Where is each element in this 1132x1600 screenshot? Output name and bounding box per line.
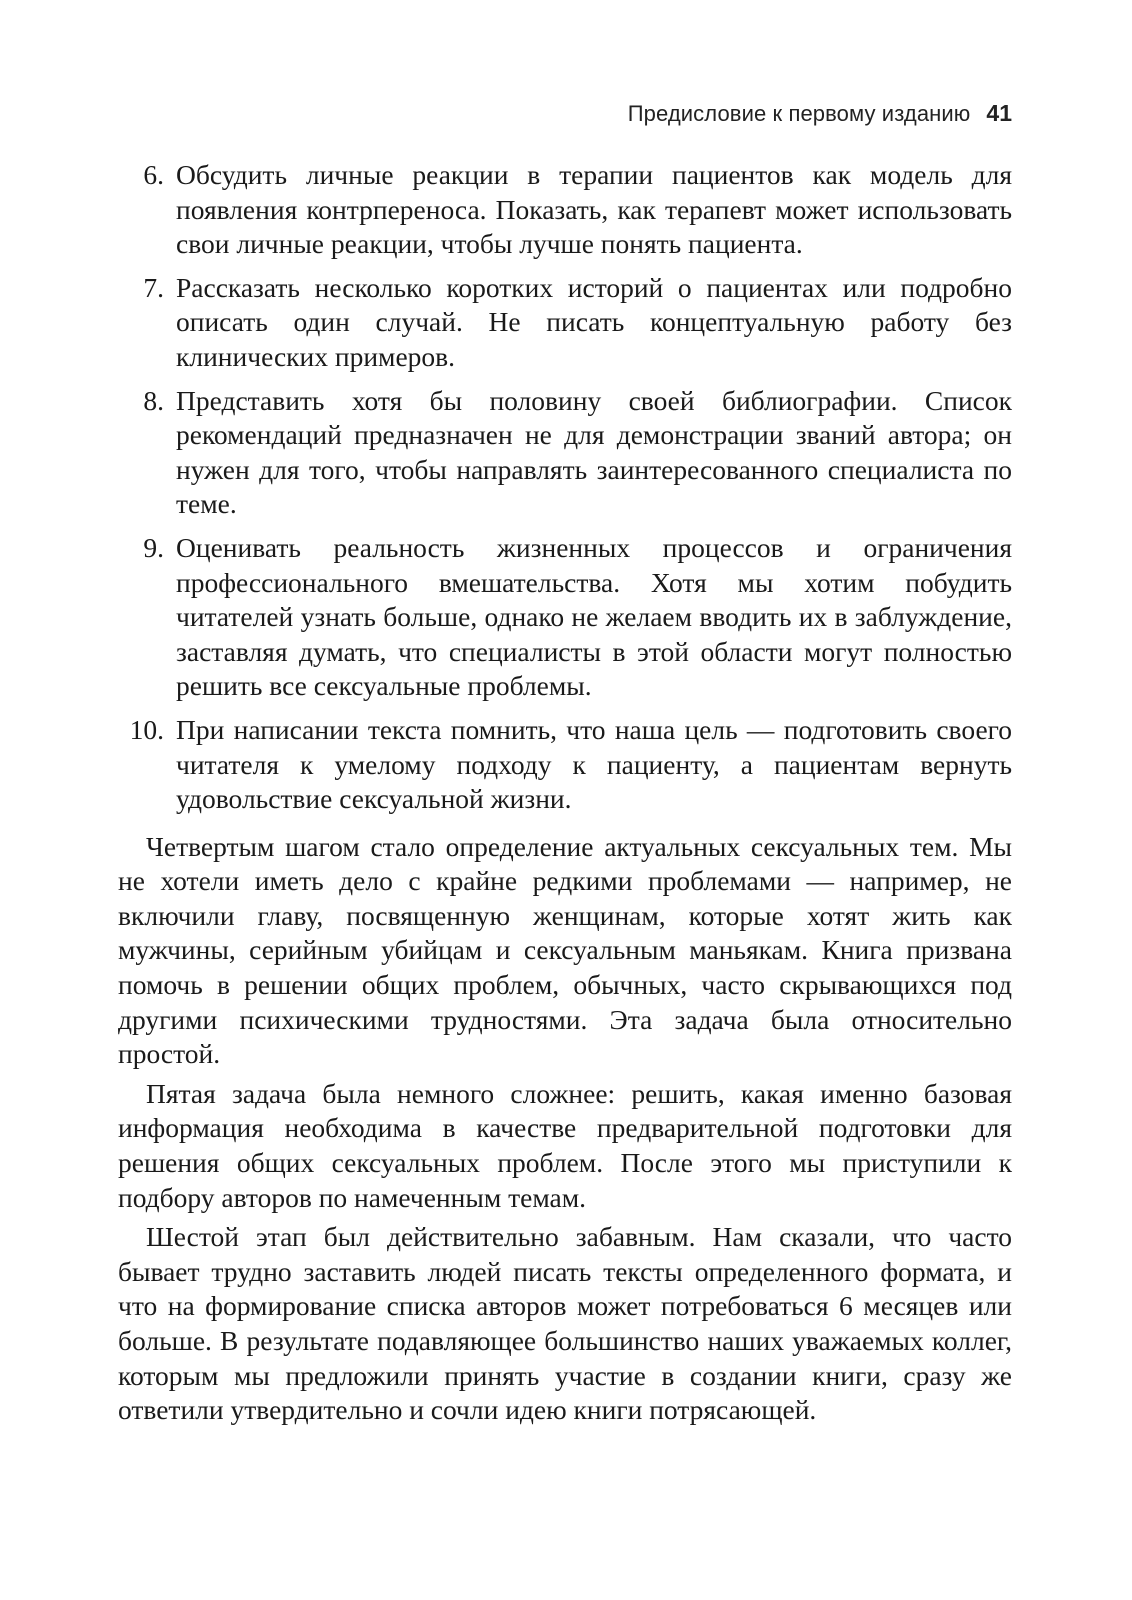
running-head-title: Предисловие к первому изданию	[627, 101, 971, 126]
paragraph: Шестой этап был действительно забавным. Нам сказали, что часто бывает трудно заставить людей писать тексты определенного формата, и что на формирование списка авторов может потребоваться 6 месяцев или больше. В результате подавляющее большинство наших уважаемых коллег, которым мы предложили принять участие в создании книги, сразу же ответили утвердительно и сочли идею книги потрясающей.	[118, 1221, 1012, 1426]
list-item	[118, 531, 1012, 704]
list-item	[118, 271, 1012, 375]
list-item-number: 8.	[143, 384, 164, 416]
list-item-number: 6.	[143, 159, 164, 190]
paragraphs	[118, 830, 1012, 1428]
list-item	[118, 713, 1012, 817]
list-item-number: 10.	[129, 713, 164, 745]
list-item-number: 7.	[143, 271, 164, 303]
list-item-text: Оценивать реальность жизненных процессов и ограничения профессионального вмешательства. Хотя мы хотим побудить читателей узнать больше, однако не желаем вводить их в заблуждение, заставляя думать, что специалисты в этой области могут полностью решить все сексуальные проблемы.	[176, 531, 1012, 702]
list-item-text: Представить хотя бы половину своей библиографии. Список рекомендаций предназначен не для демонстрации званий автора; он нужен для того, чтобы направлять заинтересованного специалиста по теме.	[176, 384, 1012, 520]
list-item-number: 9.	[143, 531, 164, 563]
list-item	[118, 158, 1012, 262]
list-item	[118, 384, 1012, 522]
numbered-list	[118, 158, 1012, 817]
paragraph: Пятая задача была немного сложнее: решить, какая именно базовая информация необходима в качестве предварительной подготовки для решения общих сексуальных проблем. После этого мы приступили к подбору авторов по намеченным темам.	[118, 1077, 1012, 1213]
list-item-text: При написании текста помнить, что наша цель — подготовить своего читателя к умелому подходу к пациенту, а пациентам вернуть удовольствие сексуальной жизни.	[176, 713, 1012, 815]
page-number: 41	[986, 100, 1012, 126]
paragraph: Четвертым шагом стало определение актуальных сексуальных тем. Мы не хотели иметь дело с крайне редкими проблемами — например, не включили главу, посвященную женщинам, которые хотят жить как мужчины, серийным убийцам и сексуальным маньякам. Книга призвана помочь в решении общих проблем, обычных, часто скрывающихся под другими психическими трудностями. Эта задача была относительно простой.	[118, 830, 1012, 1070]
list-item-text: Обсудить личные реакции в терапии пациентов как модель для появления контрпереноса. Показать, как терапевт может использовать свои личные реакции, чтобы лучше понять пациента.	[176, 159, 1012, 260]
running-head	[628, 100, 1012, 127]
list-item-text: Рассказать несколько коротких историй о пациентах или подробно описать один случай. Не писать концептуальную работу без клинических примеров.	[176, 271, 1012, 372]
body-text	[118, 158, 1012, 1433]
